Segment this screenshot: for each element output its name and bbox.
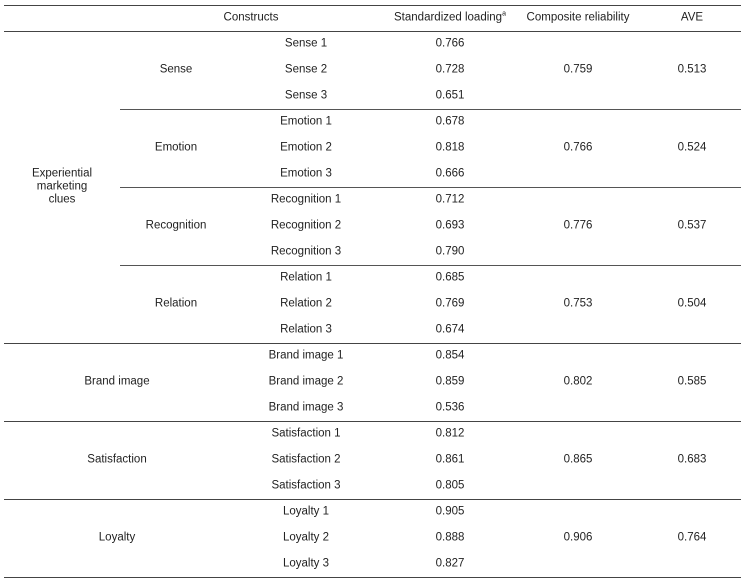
item-loading: 0.766 [435,37,465,50]
composite-reliability-value: 0.759 [563,63,593,76]
item-loading: 0.536 [435,401,465,414]
header-composite-reliability: Composite reliability [526,11,630,24]
item-loading: 0.818 [435,141,465,154]
item-label: Loyalty 2 [282,531,330,544]
item-label: Emotion 1 [280,115,332,128]
item-loading: 0.854 [435,349,465,362]
group-divider [4,343,741,344]
group-divider [4,577,741,578]
ave-value: 0.504 [677,297,707,310]
header-rule [4,31,741,32]
item-label: Recognition 1 [270,193,342,206]
item-loading: 0.805 [435,479,465,492]
item-label: Loyalty 1 [282,505,330,518]
item-label: Emotion 3 [280,167,332,180]
experiential-marketing-clues-label: Experiential marketing clues [31,167,93,206]
item-label: Recognition 2 [270,219,342,232]
item-label: Relation 2 [280,297,332,310]
header-constructs: Constructs [223,11,279,24]
item-loading: 0.685 [435,271,465,284]
subgroup-divider [120,109,741,110]
item-loading: 0.651 [435,89,465,102]
ave-value: 0.683 [677,453,707,466]
item-loading: 0.790 [435,245,465,258]
item-loading: 0.905 [435,505,465,518]
item-label: Loyalty 3 [282,557,330,570]
group-divider [4,421,741,422]
item-label: Emotion 2 [280,141,332,154]
composite-reliability-value: 0.802 [563,375,593,388]
construct-name: Sense [159,63,193,76]
item-label: Relation 3 [280,323,332,336]
construct-name: Emotion [154,141,198,154]
item-label: Recognition 3 [270,245,342,258]
item-label: Relation 1 [280,271,332,284]
item-loading: 0.769 [435,297,465,310]
ave-value: 0.585 [677,375,707,388]
composite-reliability-value: 0.865 [563,453,593,466]
item-loading: 0.827 [435,557,465,570]
item-label: Satisfaction 2 [271,453,341,466]
item-label: Brand image 3 [268,401,344,414]
item-loading: 0.888 [435,531,465,544]
header-standardized-loading: Standardized loading$^a$ [394,10,506,24]
construct-name: Relation [154,297,198,310]
subgroup-divider [120,265,741,266]
item-label: Sense 2 [284,63,328,76]
item-label: Brand image 2 [268,375,344,388]
ave-value: 0.764 [677,531,707,544]
ave-value: 0.513 [677,63,707,76]
group-divider [4,499,741,500]
item-label: Brand image 1 [268,349,344,362]
ave-value: 0.537 [677,219,707,232]
item-loading: 0.728 [435,63,465,76]
item-loading: 0.861 [435,453,465,466]
header-ave: AVE [680,11,704,24]
item-label: Sense 3 [284,89,328,102]
subgroup-divider [120,187,741,188]
item-label: Sense 1 [284,37,328,50]
item-label: Satisfaction 3 [271,479,341,492]
item-loading: 0.678 [435,115,465,128]
construct-name: Loyalty [98,531,136,544]
footnote-marker: a [502,10,506,18]
item-loading: 0.859 [435,375,465,388]
item-loading: 0.674 [435,323,465,336]
top-rule [4,5,741,6]
composite-reliability-value: 0.906 [563,531,593,544]
composite-reliability-value: 0.753 [563,297,593,310]
composite-reliability-value: 0.766 [563,141,593,154]
ave-value: 0.524 [677,141,707,154]
item-label: Satisfaction 1 [271,427,341,440]
construct-name: Satisfaction [87,453,147,466]
item-loading: 0.666 [435,167,465,180]
composite-reliability-value: 0.776 [563,219,593,232]
construct-name: Brand image [84,375,150,388]
item-loading: 0.693 [435,219,465,232]
item-loading: 0.812 [435,427,465,440]
item-loading: 0.712 [435,193,465,206]
construct-name: Recognition [145,219,207,232]
